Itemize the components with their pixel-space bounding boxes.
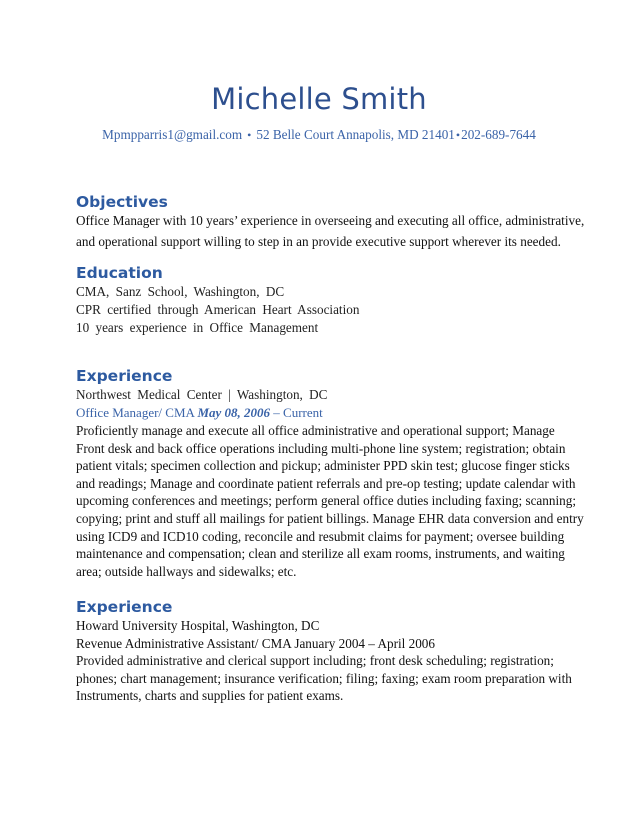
education-section — [76, 264, 576, 337]
duty-line: area; outside hallways and sidewalks; etc. — [76, 563, 297, 579]
objectives-line: and operational support willing to step in an provide executive support wherever its needed. — [76, 233, 561, 249]
separator-dot: • — [455, 128, 461, 142]
duty-line: and readings; Manage and coordinate patient referrals and pre-op testing; update calendar with — [76, 475, 576, 491]
duty-line: patient vitals; specimen collection and pickup; administer PPD skin test; glucose finger sticks — [76, 458, 570, 474]
duty-line: Front desk and back office operations including multi-phone line system; registration; obtain — [76, 440, 566, 456]
section-heading: Education — [76, 264, 163, 282]
duty-line: phones; chart management; insurance verification; filing; faxing; exam room preparation with — [76, 670, 572, 686]
email-text: Mpmpparris1@gmail.com — [102, 127, 243, 142]
objectives-line: Office Manager with 10 years’ experience in overseeing and executing all office, administrative, — [76, 213, 585, 228]
section-heading: Objectives — [76, 193, 168, 211]
role-date-end: – Current — [270, 405, 323, 420]
duty-line: using ICD9 and ICD10 coding, reconcile and resubmit claims for payment; oversee building — [76, 528, 565, 544]
employer-line: Howard University Hospital, Washington, DC — [76, 618, 320, 633]
duty-line: maintenance and compensation; clean and sterilize all exam rooms, instruments, and waiting — [76, 546, 565, 562]
role-line: Revenue Administrative Assistant/ CMA January 2004 – April 2006 — [76, 635, 435, 651]
duty-line: Proficiently manage and execute all office administrative and operational support; Manage — [76, 423, 555, 438]
role-line — [76, 404, 576, 421]
separator-dot: • — [247, 128, 252, 142]
role-title: Office Manager/ CMA — [76, 405, 195, 420]
duty-line: upcoming conferences and meetings; perform general office duties including faxing; scanning; — [76, 493, 576, 509]
education-line: CMA, Sanz School, Washington, DC — [76, 284, 285, 299]
duty-line: Provided administrative and clerical support including; front desk scheduling; registration; — [76, 653, 554, 669]
experience-section-2 — [76, 598, 576, 705]
address-text: 52 Belle Court Annapolis, MD 21401 — [256, 127, 455, 142]
phone-text: 202-689-7644 — [461, 127, 536, 142]
contact-line — [0, 127, 638, 143]
section-heading: Experience — [76, 598, 173, 616]
education-line: CPR certified through American Heart Association — [76, 302, 360, 317]
section-heading: Experience — [76, 367, 173, 385]
role-date-start: May 08, 2006 — [197, 405, 271, 420]
duty-line: copying; print and stuff all mailings for patient billings. Manage EHR data conversion and entry — [76, 510, 584, 526]
objectives-section — [76, 193, 585, 250]
candidate-name: Michelle Smith — [211, 82, 427, 116]
employer-line: Northwest Medical Center | Washington, DC — [76, 387, 328, 402]
experience-section-1 — [76, 367, 584, 580]
duty-line: Instruments, charts and supplies for patient exams. — [76, 688, 344, 704]
education-line: 10 years experience in Office Management — [76, 320, 319, 335]
